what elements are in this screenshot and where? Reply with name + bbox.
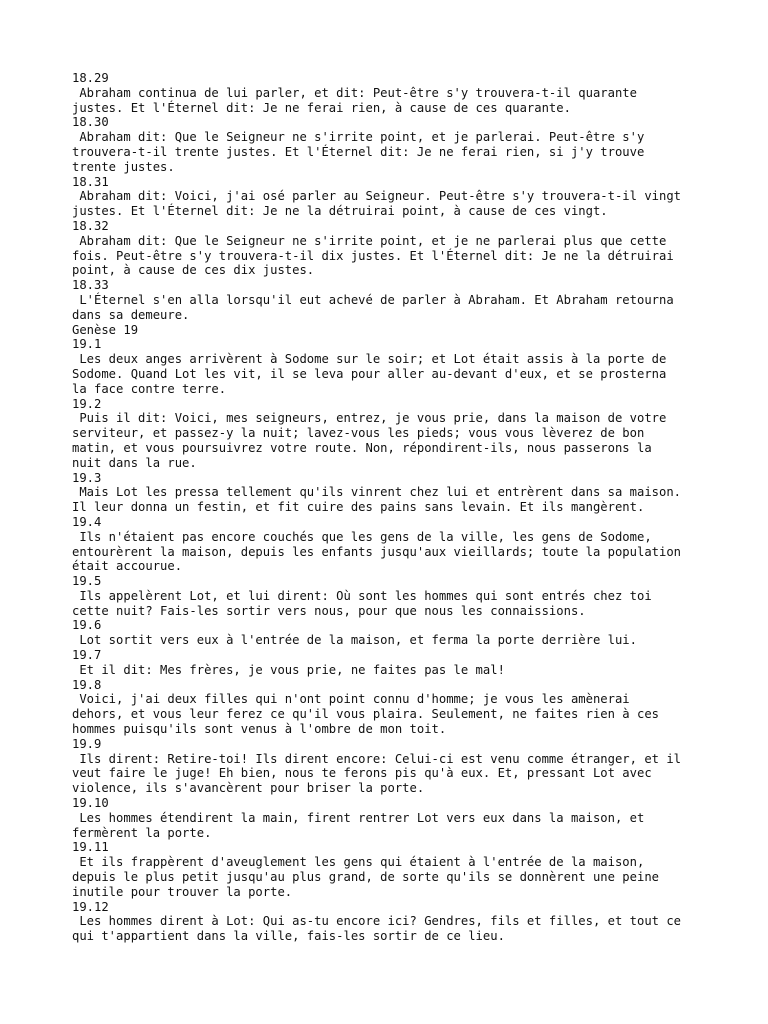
text-line: violence, ils s'avancèrent pour briser la porte. [72,781,425,796]
text-line: 19.12 [72,899,109,914]
text-line: Les hommes étendirent la main, firent rentrer Lot vers eux dans la maison, et [72,810,645,825]
text-line: 19.2 [72,396,102,411]
text-line: cette nuit? Fais-les sortir vers nous, pour que nous les connaissions. [72,603,586,618]
text-line: veut faire le juge! Eh bien, nous te ferons pis qu'à eux. Et, pressant Lot avec [72,766,652,781]
text-line: Abraham dit: Voici, j'ai osé parler au Seigneur. Peut-être s'y trouvera-t-il vingt [72,189,682,204]
text-line: qui t'appartient dans la ville, fais-les sortir de ce lieu. [72,929,505,944]
text-line: Et il dit: Mes frères, je vous prie, ne faites pas le mal! [72,662,505,677]
text-line: Mais Lot les pressa tellement qu'ils vinrent chez lui et entrèrent dans sa maison. [72,485,682,500]
text-line: Sodome. Quand Lot les vit, il se leva pour aller au-devant d'eux, et se prosterna [72,366,667,381]
text-line: Ils n'étaient pas encore couchés que les gens de la ville, les gens de Sodome, [72,529,652,544]
text-line: depuis le plus petit jusqu'au plus grand, de sorte qu'ils se donnèrent une peine [72,870,659,885]
text-line: inutile pour trouver la porte. [72,884,293,899]
text-line: serviteur, et passez-y la nuit; lavez-vous les pieds; vous vous lèverez de bon [72,426,645,441]
text-line: 19.11 [72,840,109,855]
text-line: point, à cause de ces dix justes. [72,263,315,278]
text-line: était accourue. [72,559,183,574]
text-line: Les hommes dirent à Lot: Qui as-tu encore ici? Gendres, fils et filles, et tout ce [72,914,682,929]
text-line: dans sa demeure. [72,307,190,322]
text-line: matin, et vous poursuivrez votre route. Non, répondirent-ils, nous passerons la [72,440,652,455]
text-line: L'Éternel s'en alla lorsqu'il eut achevé de parler à Abraham. Et Abraham retourna [72,292,674,307]
text-line: Voici, j'ai deux filles qui n'ont point connu d'homme; je vous les amènerai [72,692,630,707]
text-line: fermèrent la porte. [72,825,212,840]
text-line: la face contre terre. [72,381,227,396]
text-line: Abraham continua de lui parler, et dit: Peut-être s'y trouvera-t-il quarante [72,85,637,100]
text-line: 19.3 [72,470,102,485]
text-line: entourèrent la maison, depuis les enfants jusqu'aux vieillards; toute la population [72,544,682,559]
text-line: Ils appelèrent Lot, et lui dirent: Où sont les hommes qui sont entrés chez toi [72,588,652,603]
text-line: 19.7 [72,648,102,663]
text-line: 19.4 [72,514,102,529]
text-line: 19.6 [72,618,102,633]
text-line: Abraham dit: Que le Seigneur ne s'irrite point, et je ne parlerai plus que cette [72,233,667,248]
text-line: Lot sortit vers eux à l'entrée de la maison, et ferma la porte derrière lui. [72,633,637,648]
text-line: nuit dans la rue. [72,455,197,470]
text-line: 19.5 [72,574,102,589]
text-line: Les deux anges arrivèrent à Sodome sur le soir; et Lot était assis à la porte de [72,352,667,367]
text-line: fois. Peut-être s'y trouvera-t-il dix justes. Et l'Éternel dit: Je ne la détruirai [72,248,674,263]
text-line: 19.1 [72,337,102,352]
text-line: 19.10 [72,796,109,811]
text-line: 18.33 [72,278,109,293]
text-line: 18.29 [72,71,109,85]
text-line: 19.8 [72,677,102,692]
text-line: Abraham dit: Que le Seigneur ne s'irrite point, et je parlerai. Peut-être s'y [72,130,645,145]
text-line: trente justes. [72,159,175,174]
text-line: Puis il dit: Voici, mes seigneurs, entrez, je vous prie, dans la maison de votre [72,411,667,426]
text-line: 19.9 [72,736,102,751]
text-line: 18.32 [72,218,109,233]
text-line: Genèse 19 [72,322,139,337]
text-line: dehors, et vous leur ferez ce qu'il vous plaira. Seulement, ne faites rien à ces [72,707,659,722]
document-body [72,71,732,944]
text-line: trouvera-t-il trente justes. Et l'Éternel dit: Je ne ferai rien, si j'y trouve [72,144,645,159]
text-line: 18.30 [72,115,109,130]
text-line: 18.31 [72,174,109,189]
text-line: Et ils frappèrent d'aveuglement les gens qui étaient à l'entrée de la maison, [72,855,645,870]
text-line: Il leur donna un festin, et fit cuire des pains sans levain. Et ils mangèrent. [72,500,645,515]
text-line: Ils dirent: Retire-toi! Ils dirent encore: Celui-ci est venu comme étranger, et il [72,751,682,766]
text-line: justes. Et l'Éternel dit: Je ne ferai rien, à cause de ces quarante. [72,100,571,115]
text-line: hommes puisqu'ils sont venus à l'ombre de mon toit. [72,722,447,737]
text-line: justes. Et l'Éternel dit: Je ne la détruirai point, à cause de ces vingt. [72,204,608,219]
